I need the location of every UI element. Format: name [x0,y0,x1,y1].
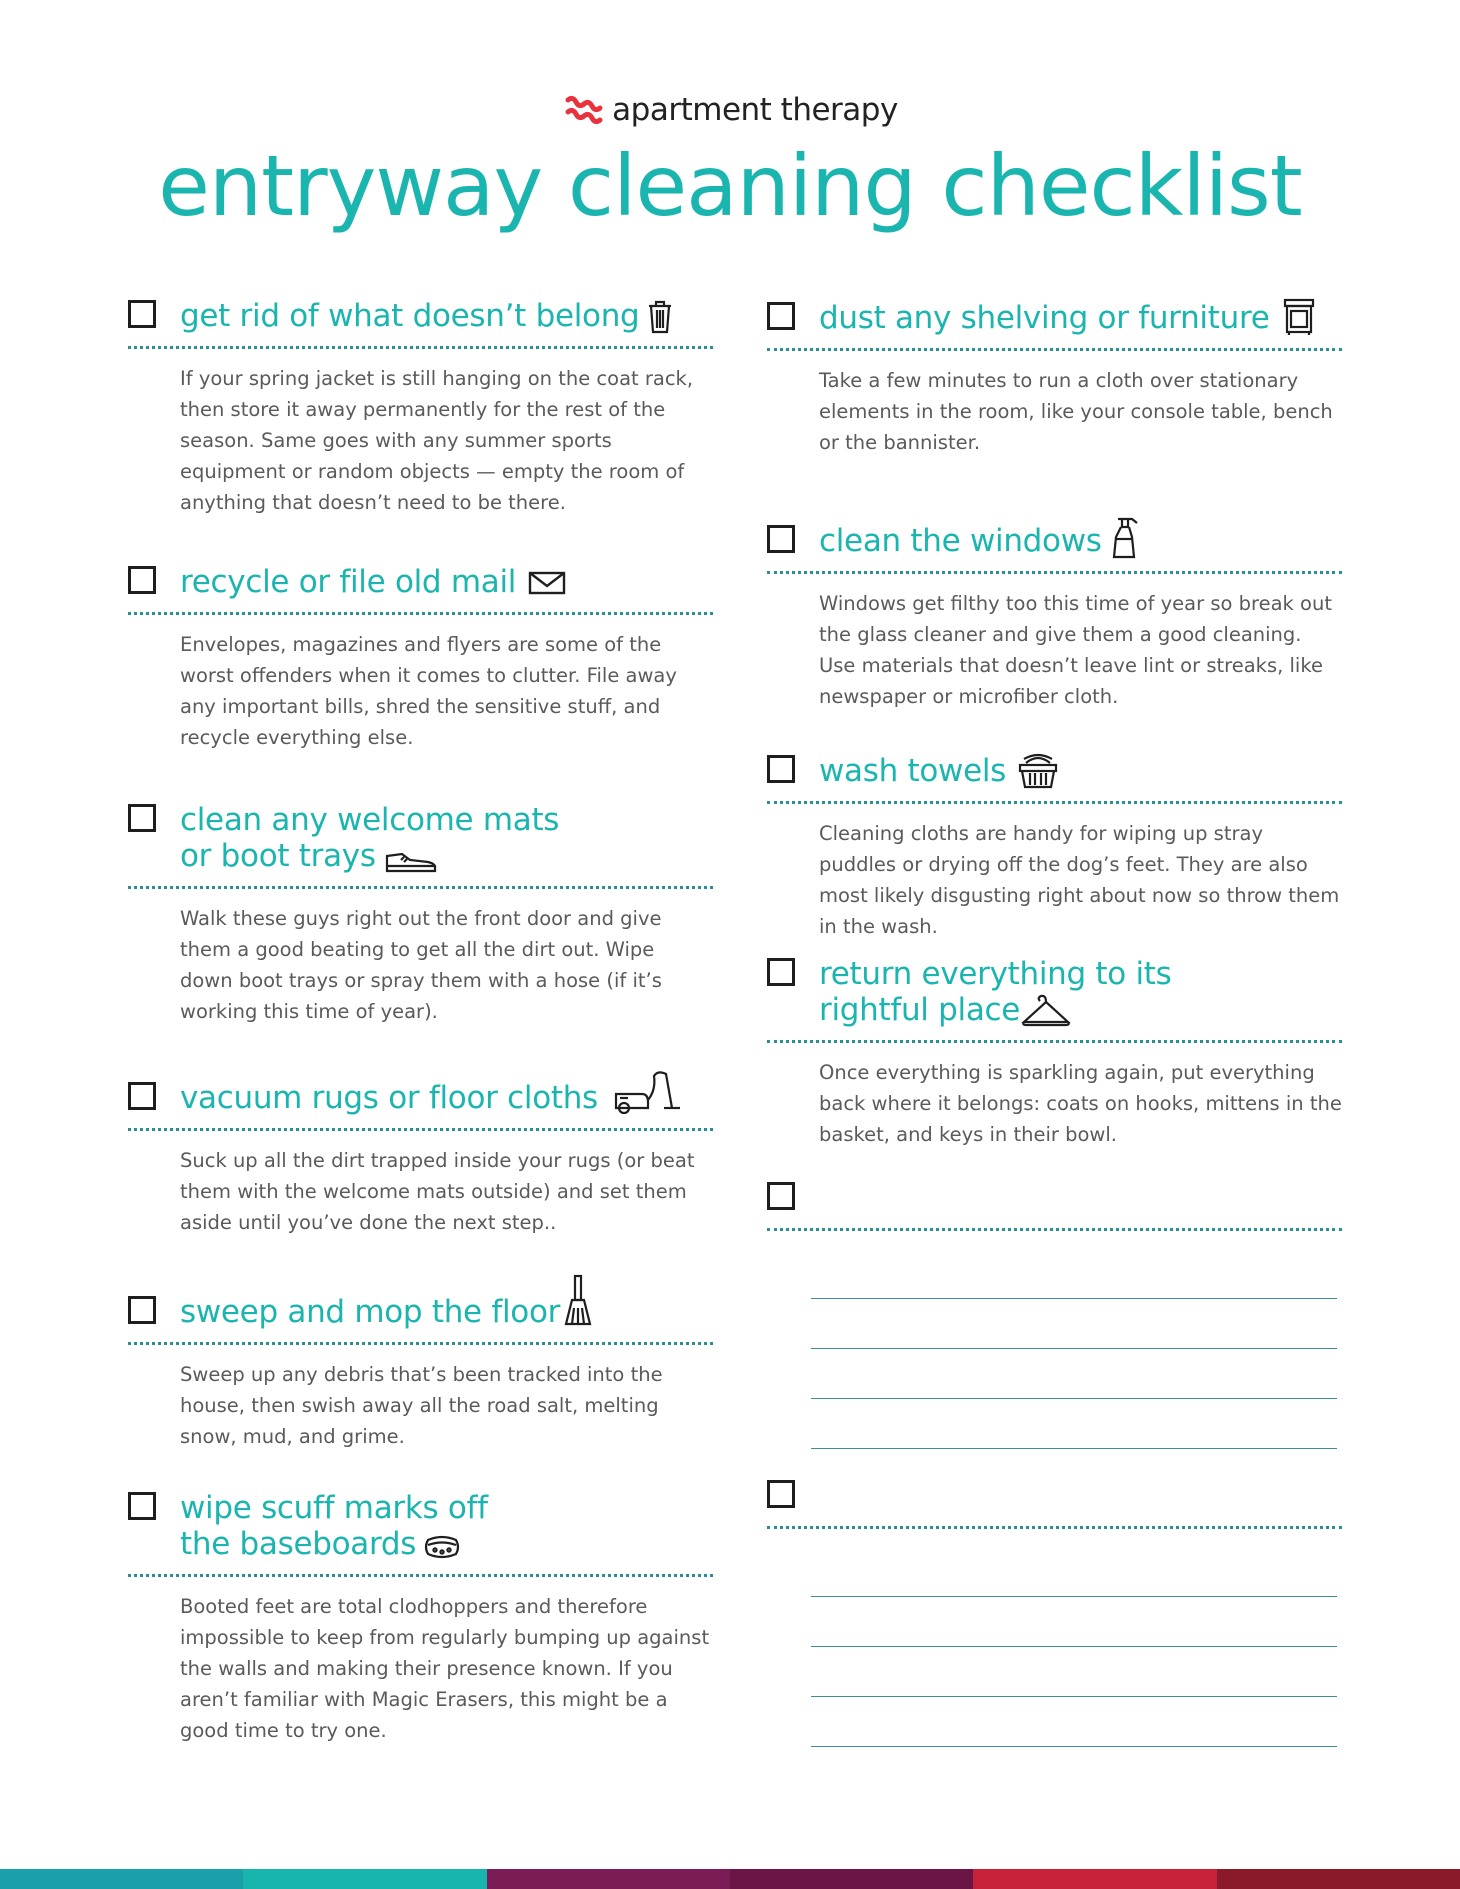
dotted-divider [128,1128,713,1131]
trash-icon [647,300,673,334]
blank-task-item [767,1182,1342,1480]
task-title-line: get rid of what doesn’t belong [180,298,640,334]
dotted-divider [128,612,713,615]
color-segment [243,1869,486,1889]
writing-line[interactable] [811,1399,1337,1449]
page-title: entryway cleaning checklist [158,137,1302,235]
checkbox[interactable] [767,302,795,330]
blank-writing-lines [767,1543,1342,1747]
checkbox[interactable] [767,958,795,986]
task-item [128,1274,713,1490]
laundry-basket-icon [1018,751,1058,789]
task-title [819,515,1140,559]
blank-task-item [767,1480,1342,1747]
task-title [180,1490,488,1562]
footer-color-bar [0,1869,1460,1889]
task-title-line: clean any welcome mats [180,802,560,838]
task-description: If your spring jacket is still hanging on the coat rack, then store it away permanently for the rest of the season. Same goes with any summer sports equipment or random objects — empty the room of anything that doesn’t need to be there. [180,367,694,514]
task-title-line: clean the windows [819,523,1102,559]
task-description: Cleaning cloths are handy for wiping up stray puddles or drying off the dog’s feet. They are also most likely disgusting right about now so throw them in the wash. [819,822,1340,938]
task-title [180,564,566,600]
checkbox[interactable] [128,1492,156,1520]
task-title-line: dust any shelving or furniture [819,300,1270,336]
color-segment [487,1869,730,1889]
writing-line[interactable] [811,1597,1337,1647]
task-title [180,802,559,874]
vacuum-icon [612,1068,684,1116]
writing-line[interactable] [811,1547,1337,1597]
task-item [128,1068,713,1274]
task-title [819,956,1172,1028]
dotted-divider [128,886,713,889]
task-title-line: recycle or file old mail [180,564,517,600]
task-title-line: wipe scuff marks off [180,1490,488,1526]
dotted-divider [767,571,1342,574]
dotted-divider [128,1574,713,1577]
checkbox[interactable] [128,1082,156,1110]
task-title [180,1274,594,1330]
cabinet-icon [1283,298,1315,336]
task-item [767,515,1342,751]
color-segment [1217,1869,1460,1889]
task-title [819,298,1315,336]
writing-line[interactable] [811,1349,1337,1399]
hanger-icon [1020,992,1072,1028]
task-title-line: wash towels [819,753,1007,789]
task-title-line: vacuum rugs or floor cloths [180,1080,598,1116]
checkbox[interactable] [128,300,156,328]
checkbox[interactable] [767,525,795,553]
dotted-divider [128,346,713,349]
checkbox[interactable] [128,1296,156,1324]
checkbox[interactable] [128,804,156,832]
writing-line[interactable] [811,1299,1337,1349]
spray-bottle-icon [1110,515,1140,559]
sponge-icon [424,1532,460,1562]
task-description: Windows get filthy too this time of year so break out the glass cleaner and give them a good cleaning. Use materials that doesn’t leave lint or streaks, like newspaper or microfiber cloth. [819,592,1332,708]
task-item [767,751,1342,956]
task-item [128,298,713,564]
dotted-divider [767,348,1342,351]
shoe-icon [384,848,438,874]
checkbox[interactable] [767,755,795,783]
checkbox[interactable] [767,1182,795,1210]
apartment-therapy-logo-icon [562,94,606,126]
broom-icon [562,1274,594,1330]
task-title [819,751,1058,789]
color-segment [730,1869,973,1889]
task-description: Envelopes, magazines and flyers are some of the worst offenders when it comes to clutter. File away any important bills, shred the sensitive stuff, and recycle everything else. [180,633,677,749]
task-description: Walk these guys right out the front door and give them a good beating to get all the dirt out. Wipe down boot trays or spray them with a hose (if it’s working this time of year). [180,907,662,1023]
task-description: Suck up all the dirt trapped inside your rugs (or beat them with the welcome mats outside) and set them aside until you’ve done the next step.. [180,1149,695,1234]
task-title [180,1068,684,1116]
task-title-line: rightful place [819,992,1021,1028]
task-item [128,802,713,1068]
task-description: Booted feet are total clodhoppers and therefore impossible to keep from regularly bumping up against the walls and making their presence known. If you aren’t familiar with Magic Erasers, this might be a good time to try one. [180,1595,710,1742]
task-title-line: or boot trays [180,838,376,874]
checkbox[interactable] [128,566,156,594]
task-title-line: return everything to its [819,956,1172,992]
right-column [767,298,1342,1747]
task-item [128,564,713,802]
dotted-divider [767,1040,1342,1043]
writing-line[interactable] [811,1697,1337,1747]
task-item [128,1490,713,1746]
left-column [128,298,713,1746]
dotted-divider [128,1342,713,1345]
task-description: Once everything is sparkling again, put everything back where it belongs: coats on hooks, mittens in the basket, and keys in their bowl. [819,1061,1342,1146]
color-segment [973,1869,1216,1889]
checkbox[interactable] [767,1480,795,1508]
blank-writing-lines [767,1245,1342,1449]
task-item [767,298,1342,515]
task-description: Take a few minutes to run a cloth over stationary elements in the room, like your console table, bench or the bannister. [819,369,1333,454]
writing-line[interactable] [811,1647,1337,1697]
dotted-divider [767,1526,1342,1529]
task-title-line: the baseboards [180,1526,417,1562]
envelope-icon [528,570,566,596]
brand-logo [0,92,1460,131]
task-title-line: sweep and mop the floor [180,1294,561,1330]
dotted-divider [767,801,1342,804]
task-item [767,956,1342,1182]
dotted-divider [767,1228,1342,1231]
task-description: Sweep up any debris that’s been tracked into the house, then swish away all the road salt, melting snow, mud, and grime. [180,1363,663,1448]
writing-line[interactable] [811,1249,1337,1299]
task-title [180,298,673,334]
color-segment [0,1869,243,1889]
brand-name: apartment therapy [612,92,898,128]
